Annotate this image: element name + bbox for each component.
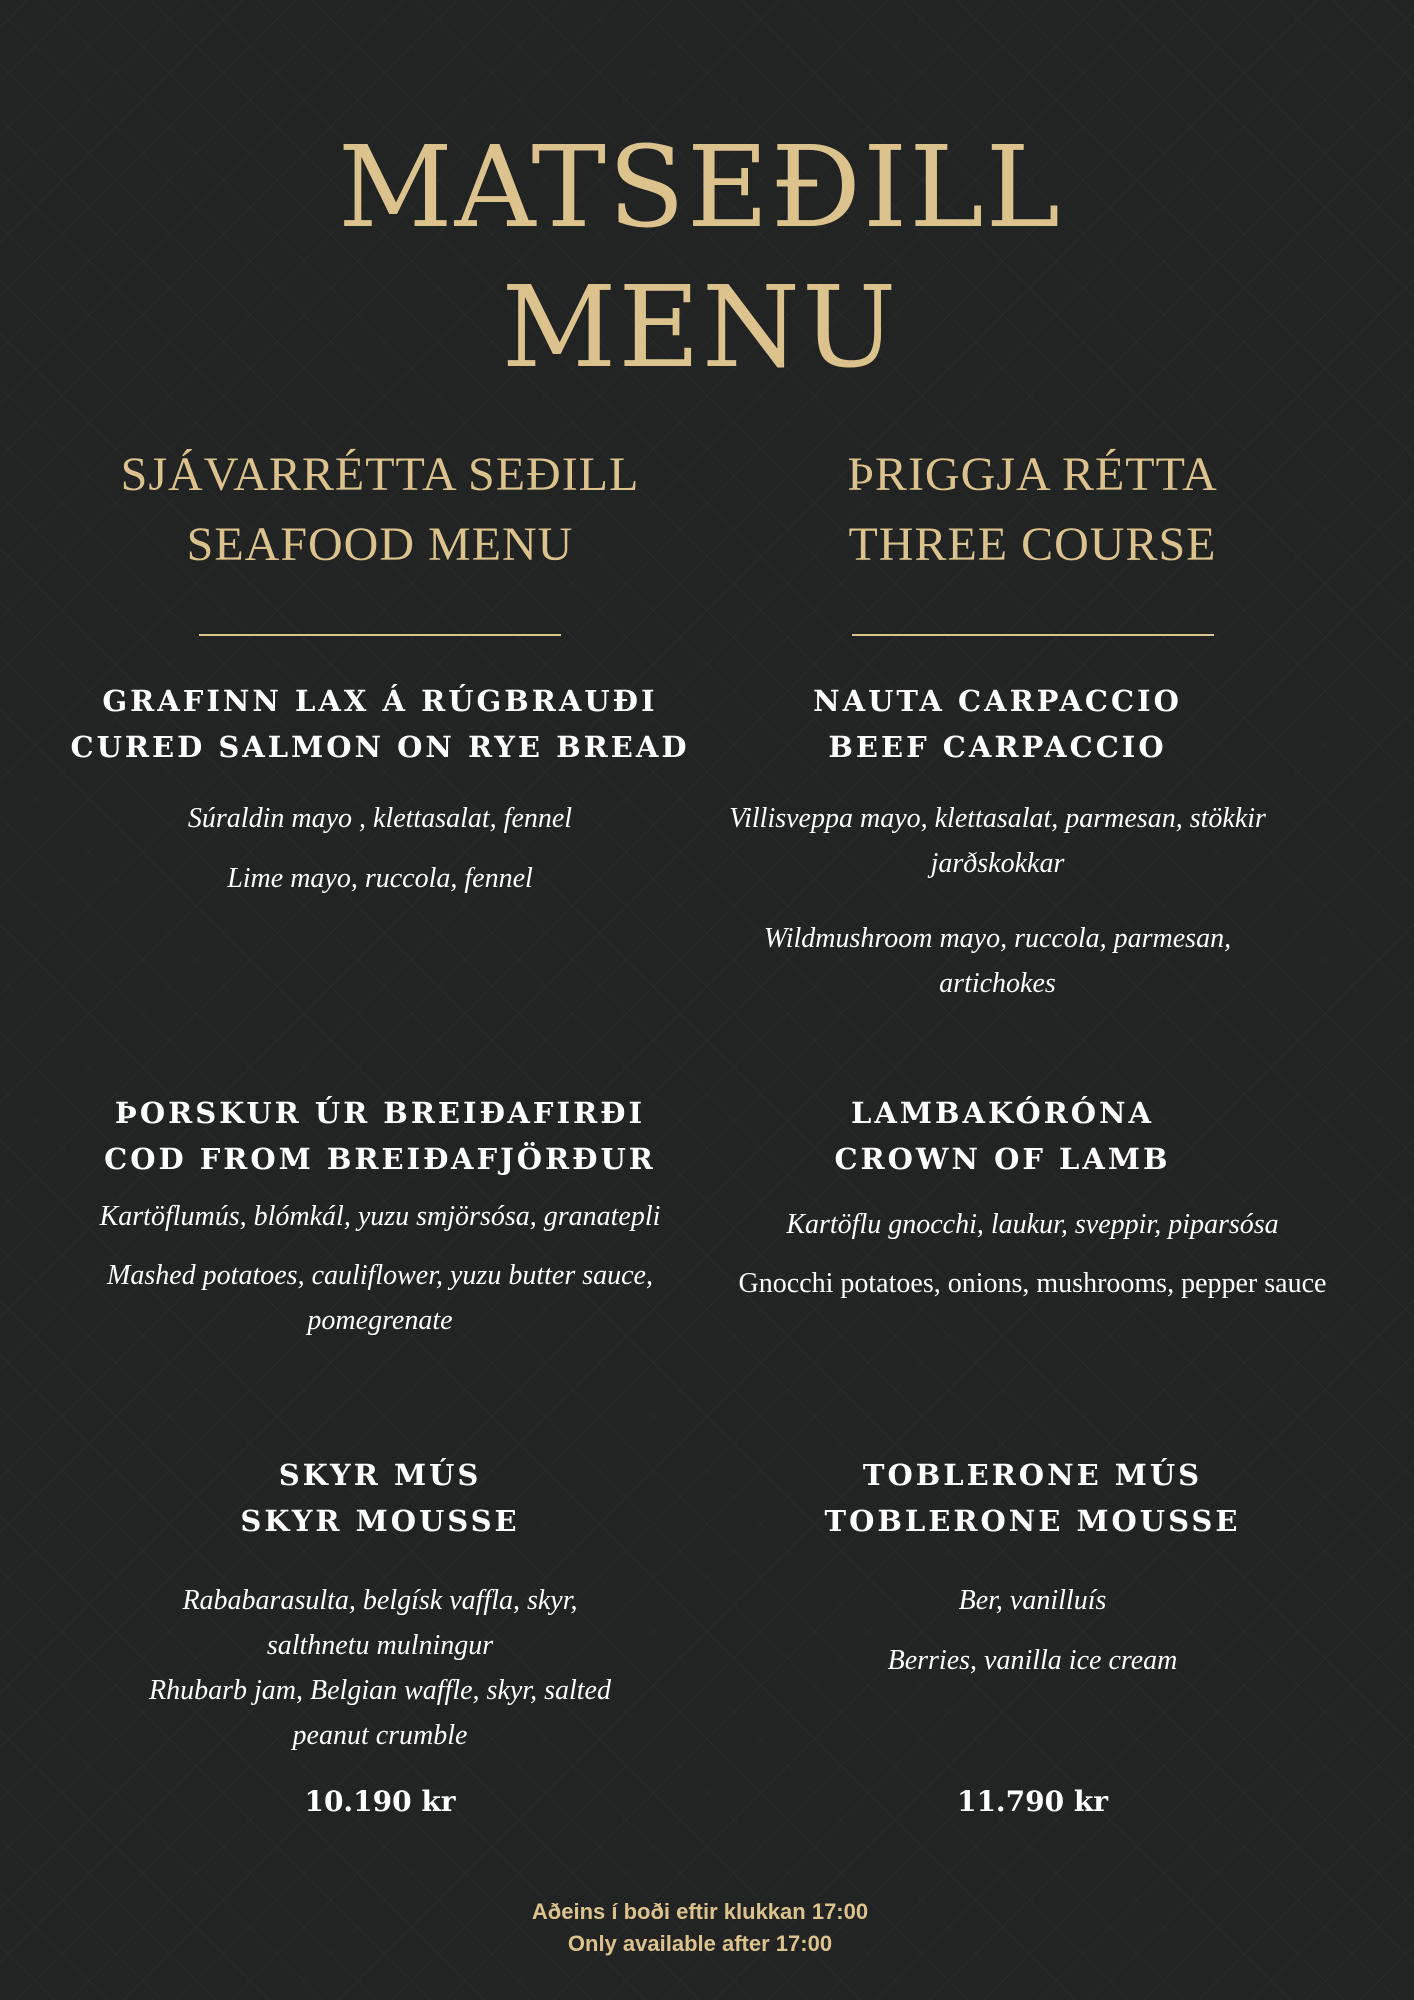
dish-name-is: GRAFINN LAX Á RÚGBRAUÐI: [102, 684, 658, 718]
availability-note-en: Only available after 17:00: [567, 1931, 833, 1956]
dish-cod: [70, 1090, 690, 1343]
dish-name-en: BEEF CARPACCIO: [828, 730, 1167, 764]
dish-desc-en: Lime mayo, ruccola, fennel: [227, 863, 533, 894]
dish-desc-en: Wildmushroom mayo, ruccola, parmesan, artichokes: [763, 923, 1232, 999]
dish-toblerone-mousse: [710, 1452, 1355, 1683]
price-seafood: 10.190 kr: [304, 1785, 456, 1818]
dish-desc-is: Villisveppa mayo, klettasalat, parmesan, stökkir jarðskokkar: [729, 803, 1266, 879]
section-divider: [199, 634, 561, 636]
availability-note: [0, 1896, 1400, 1960]
dish-name-is: TOBLERONE MÚS: [862, 1458, 1203, 1492]
dish-name-en: COD FROM BREIÐAFJÖRÐUR: [104, 1142, 656, 1176]
section-heading-is: SJÁVARRÉTTA SEÐILL: [120, 448, 640, 501]
dish-desc-is: Súraldin mayo , klettasalat, fennel: [187, 803, 573, 834]
section-heading-en: THREE COURSE: [848, 518, 1217, 571]
dish-beef-carpaccio: [675, 678, 1320, 1006]
dish-name-en: CROWN OF LAMB: [834, 1142, 1171, 1176]
dish-desc-en: Berries, vanilla ice cream: [887, 1645, 1178, 1676]
seafood-menu-column: [70, 440, 690, 1818]
availability-note-is: Aðeins í boði eftir klukkan 17:00: [531, 1899, 869, 1924]
dish-crown-of-lamb: [710, 1090, 1355, 1306]
dish-skyr-mousse: [70, 1452, 690, 1758]
dish-desc-en: Rhubarb jam, Belgian waffle, skyr, salted peanut crumble: [149, 1675, 611, 1751]
dish-name-is: ÞORSKUR ÚR BREIÐAFIRÐI: [114, 1096, 646, 1130]
section-divider: [852, 634, 1214, 636]
dish-name-is: LAMBAKÓRÓNA: [850, 1096, 1155, 1130]
page-title: [0, 118, 1400, 398]
dish-name-en: CURED SALMON ON RYE BREAD: [70, 730, 690, 764]
section-heading-is: ÞRIGGJA RÉTTA: [847, 448, 1218, 501]
dish-name-en: TOBLERONE MOUSSE: [824, 1504, 1241, 1538]
title-line-en: MENU: [501, 263, 899, 393]
dish-name-is: NAUTA CARPACCIO: [813, 684, 1182, 718]
title-line-is: MATSEÐILL: [337, 123, 1062, 253]
dish-name-en: SKYR MOUSSE: [240, 1504, 520, 1538]
dish-desc-is: Kartöflu gnocchi, laukur, sveppir, piparsósa: [786, 1209, 1279, 1240]
three-course-column: [710, 440, 1355, 1818]
dish-desc-en: Mashed potatoes, cauliflower, yuzu butter sauce, pomegrenate: [107, 1260, 653, 1336]
dish-cured-salmon: [70, 678, 690, 901]
dish-name-is: SKYR MÚS: [278, 1458, 482, 1492]
dish-desc-is: Kartöflumús, blómkál, yuzu smjörsósa, granatepli: [99, 1201, 661, 1232]
section-heading-en: SEAFOOD MENU: [186, 518, 574, 571]
dish-desc-is: Ber, vanilluís: [958, 1585, 1107, 1616]
price-three-course: 11.790 kr: [956, 1785, 1109, 1818]
dish-desc-is: Rababarasulta, belgísk vaffla, skyr, salthnetu mulningur: [182, 1585, 578, 1661]
dish-desc-en: Gnocchi potatoes, onions, mushrooms, pepper sauce: [738, 1268, 1327, 1299]
